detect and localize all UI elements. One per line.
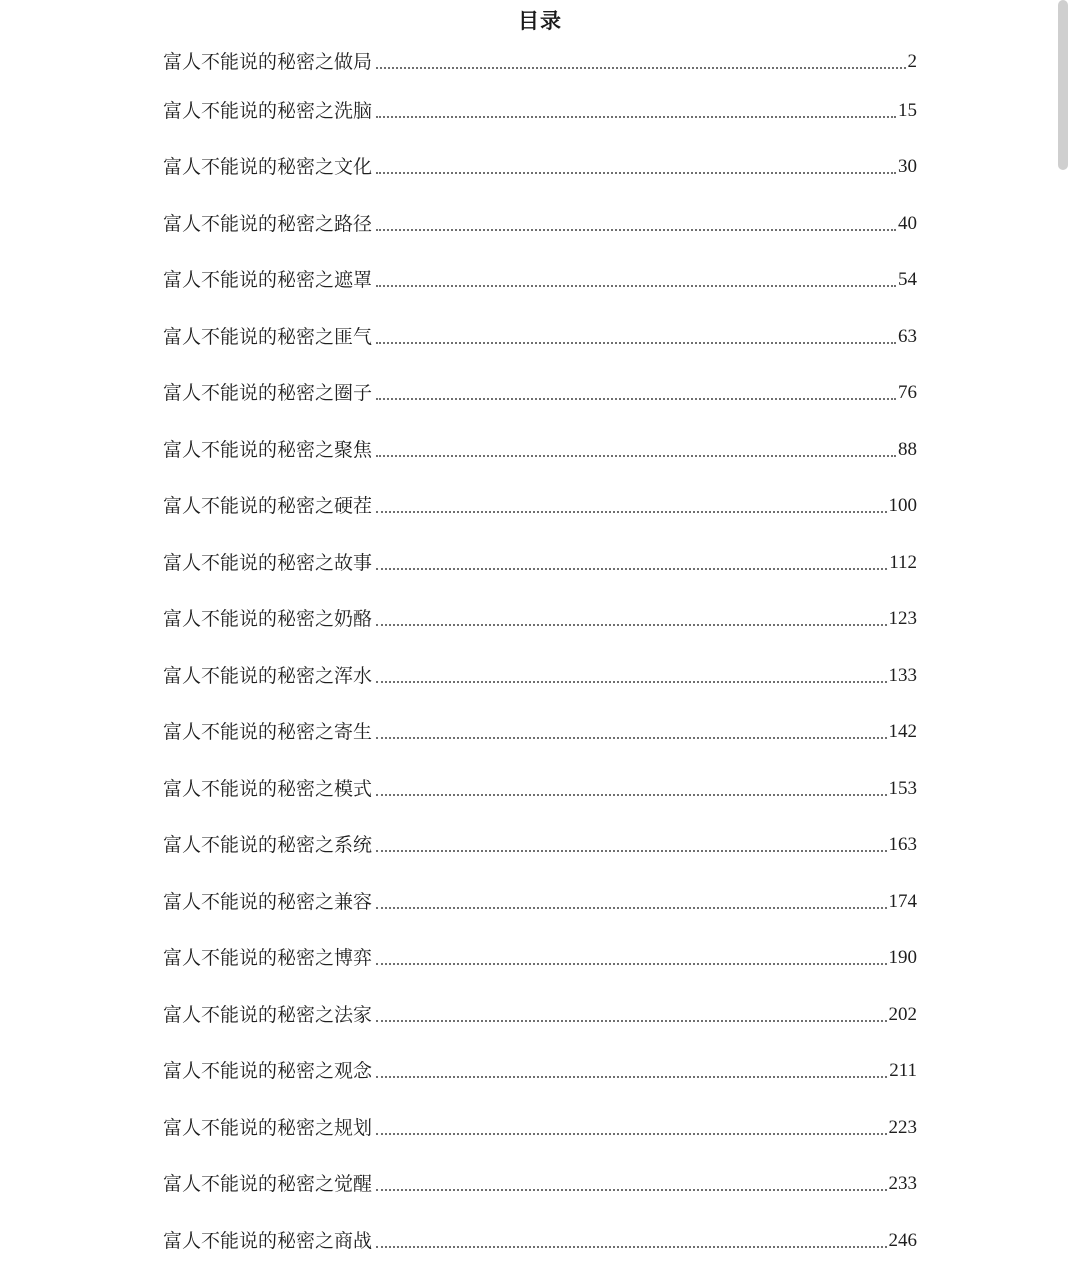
toc-entry-title: 富人不能说的秘密之硬茬 <box>163 495 373 517</box>
dot-leader <box>376 116 896 118</box>
toc-entry-page: 133 <box>888 664 917 686</box>
toc-entry[interactable] <box>163 591 917 648</box>
toc-entry-title: 富人不能说的秘密之法家 <box>163 1003 373 1026</box>
toc-entry[interactable] <box>163 986 917 1043</box>
dot-leader <box>376 1189 886 1191</box>
dot-leader <box>376 229 896 231</box>
dot-leader <box>376 1246 886 1248</box>
dot-leader <box>376 737 886 739</box>
dot-leader <box>376 681 886 683</box>
toc-entry-title: 富人不能说的秘密之觉醒 <box>163 1173 373 1195</box>
toc-entry-page: 174 <box>888 890 917 912</box>
toc-entry-title: 富人不能说的秘密之做局 <box>163 51 373 73</box>
toc-entry[interactable] <box>163 42 917 82</box>
toc-entry[interactable] <box>163 760 917 817</box>
toc-entry-page: 123 <box>888 608 917 629</box>
toc-entry-page: 30 <box>898 156 917 177</box>
toc-entry[interactable] <box>163 421 917 478</box>
dot-leader <box>376 794 886 796</box>
toc-entry[interactable] <box>163 534 917 591</box>
toc-entry-page: 15 <box>898 99 917 121</box>
toc-entry-page: 163 <box>888 834 917 855</box>
toc-entry-page: 153 <box>888 777 917 799</box>
toc-entry-page: 142 <box>888 721 917 742</box>
toc-entry-title: 富人不能说的秘密之洗脑 <box>163 99 373 122</box>
dot-leader <box>376 568 887 570</box>
scrollbar-thumb[interactable] <box>1058 0 1068 170</box>
toc-entry-title: 富人不能说的秘密之观念 <box>163 1060 373 1082</box>
dot-leader <box>376 398 896 400</box>
toc-heading: 目录 <box>518 9 562 33</box>
toc-entry-page: 88 <box>898 438 917 460</box>
toc-entry-page: 211 <box>889 1060 917 1081</box>
toc-entry[interactable] <box>163 308 917 365</box>
toc-entry-page: 100 <box>888 495 917 516</box>
toc-entry-title: 富人不能说的秘密之寄生 <box>163 721 373 743</box>
toc-entry[interactable] <box>163 1043 917 1100</box>
toc-entry[interactable] <box>163 1156 917 1213</box>
toc-list <box>163 42 917 1269</box>
toc-entry[interactable] <box>163 1099 917 1156</box>
dot-leader <box>376 1020 886 1022</box>
dot-leader <box>376 907 886 909</box>
toc-entry[interactable] <box>163 930 917 987</box>
dot-leader <box>376 285 896 287</box>
toc-entry[interactable] <box>163 647 917 704</box>
toc-entry[interactable] <box>163 82 917 139</box>
dot-leader <box>376 511 886 513</box>
dot-leader <box>376 624 886 626</box>
toc-entry[interactable] <box>163 365 917 422</box>
toc-entry-title: 富人不能说的秘密之规划 <box>163 1116 373 1139</box>
dot-leader <box>376 342 896 344</box>
toc-entry[interactable] <box>163 195 917 252</box>
toc-entry-title: 富人不能说的秘密之浑水 <box>163 664 373 687</box>
toc-entry[interactable] <box>163 139 917 196</box>
toc-entry[interactable] <box>163 704 917 761</box>
toc-entry-page: 40 <box>898 212 917 234</box>
toc-entry-title: 富人不能说的秘密之文化 <box>163 156 373 178</box>
toc-entry-page: 112 <box>889 551 917 573</box>
toc-entry-page: 54 <box>898 269 917 290</box>
dot-leader <box>376 1133 886 1135</box>
toc-entry-page: 233 <box>888 1173 917 1194</box>
toc-entry[interactable] <box>163 1212 917 1269</box>
toc-entry-title: 富人不能说的秘密之遮罩 <box>163 269 373 291</box>
dot-leader <box>376 455 896 457</box>
toc-entry-title: 富人不能说的秘密之匪气 <box>163 325 373 348</box>
toc-entry-title: 富人不能说的秘密之聚焦 <box>163 438 373 461</box>
toc-entry-page: 190 <box>888 947 917 968</box>
toc-entry-page: 202 <box>888 1003 917 1025</box>
toc-entry[interactable] <box>163 817 917 874</box>
toc-entry-title: 富人不能说的秘密之模式 <box>163 777 373 800</box>
toc-entry-title: 富人不能说的秘密之故事 <box>163 551 373 574</box>
dot-leader <box>376 67 905 69</box>
toc-entry-title: 富人不能说的秘密之商战 <box>163 1229 373 1252</box>
toc-entry-title: 富人不能说的秘密之圈子 <box>163 382 373 404</box>
toc-entry[interactable] <box>163 478 917 535</box>
toc-entry-page: 76 <box>898 382 917 403</box>
toc-entry-title: 富人不能说的秘密之兼容 <box>163 890 373 913</box>
dot-leader <box>376 850 886 852</box>
toc-entry-title: 富人不能说的秘密之系统 <box>163 834 373 856</box>
toc-entry-title: 富人不能说的秘密之路径 <box>163 212 373 235</box>
toc-entry-title: 富人不能说的秘密之博弈 <box>163 947 373 969</box>
toc-entry-page: 246 <box>888 1229 917 1251</box>
dot-leader <box>376 963 886 965</box>
dot-leader <box>376 172 896 174</box>
toc-entry[interactable] <box>163 873 917 930</box>
toc-entry-page: 63 <box>898 325 917 347</box>
vertical-scrollbar[interactable] <box>1056 0 1070 1279</box>
toc-entry-page: 223 <box>888 1116 917 1138</box>
toc-entry-page: 2 <box>907 51 917 72</box>
dot-leader <box>376 1076 887 1078</box>
toc-entry[interactable] <box>163 252 917 309</box>
toc-entry-title: 富人不能说的秘密之奶酪 <box>163 608 373 630</box>
